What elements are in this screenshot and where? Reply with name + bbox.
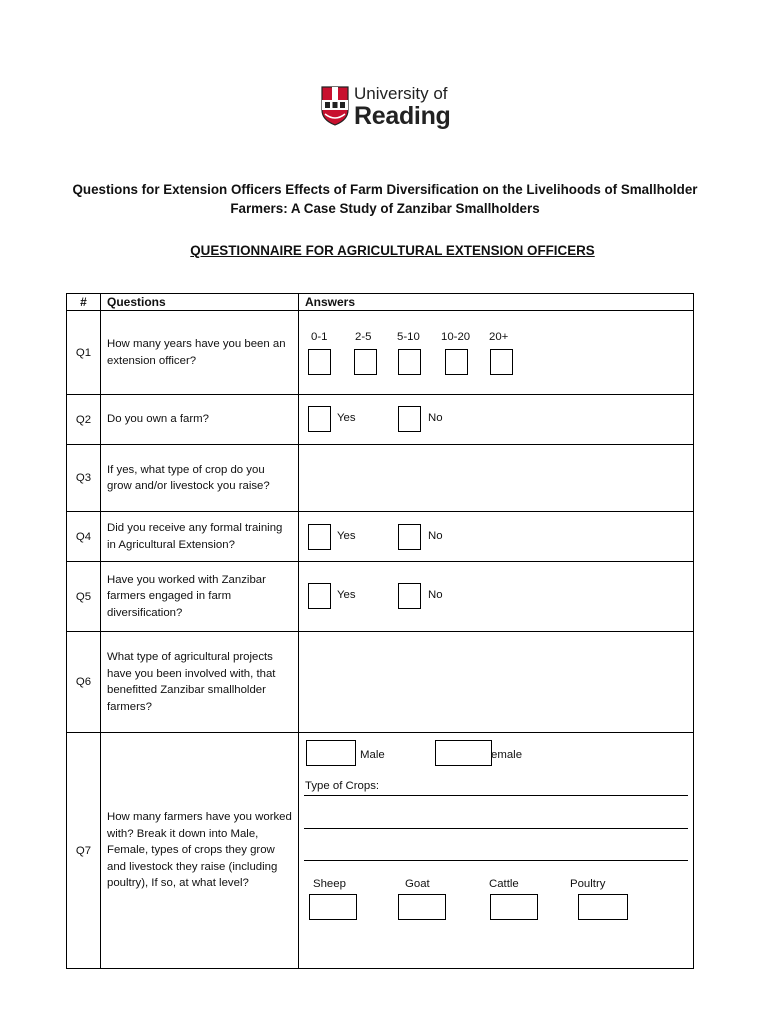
- header-num: #: [67, 294, 101, 311]
- option-label: No: [428, 530, 443, 542]
- answer-cell: [299, 512, 694, 562]
- option-label: Yes: [337, 412, 356, 424]
- question-number: Q7: [67, 733, 101, 969]
- poultry-count-box[interactable]: [578, 894, 628, 920]
- question-text: If yes, what type of crop do you grow and/or livestock you raise?: [101, 445, 299, 512]
- question-number: Q2: [67, 395, 101, 445]
- checkbox-years-0-1[interactable]: [308, 349, 331, 375]
- goat-count-box[interactable]: [398, 894, 446, 920]
- option-label: emale: [491, 749, 523, 761]
- question-number: Q5: [67, 562, 101, 632]
- answer-cell: [299, 395, 694, 445]
- question-text: Do you own a farm?: [101, 395, 299, 445]
- checkbox-years-2-5[interactable]: [354, 349, 377, 375]
- option-label: 2-5: [355, 331, 372, 343]
- option-label: 10-20: [441, 331, 471, 343]
- table-row: [67, 733, 694, 969]
- answer-cell: [299, 733, 694, 969]
- shield-icon: [321, 86, 349, 126]
- question-text: What type of agricultural projects have you been involved with, that benefitted Zanzibar smallholder farmers?: [101, 632, 299, 733]
- question-number: Q4: [67, 512, 101, 562]
- checkbox-years-20-plus[interactable]: [490, 349, 513, 375]
- checkbox-years-10-20[interactable]: [445, 349, 468, 375]
- checkbox-no[interactable]: [398, 524, 421, 550]
- option-label: Male: [360, 749, 385, 761]
- logo-line2: Reading: [354, 102, 451, 130]
- question-text: How many years have you been an extension officer?: [101, 311, 299, 395]
- table-row: [67, 445, 694, 512]
- header-questions: Questions: [101, 294, 299, 311]
- checkbox-no[interactable]: [398, 406, 421, 432]
- question-number: Q1: [67, 311, 101, 395]
- option-label: 0-1: [311, 331, 328, 343]
- question-text: Have you worked with Zanzibar farmers engaged in farm diversification?: [101, 562, 299, 632]
- livestock-label: Cattle: [489, 878, 519, 890]
- checkbox-yes[interactable]: [308, 583, 331, 609]
- table-row: [67, 562, 694, 632]
- option-label: No: [428, 412, 443, 424]
- questionnaire-heading: QUESTIONNAIRE FOR AGRICULTURAL EXTENSION OFFICERS: [190, 243, 595, 258]
- crops-line[interactable]: [304, 828, 688, 829]
- crops-line[interactable]: [304, 795, 688, 796]
- option-label: Yes: [337, 530, 356, 542]
- answer-cell: [299, 311, 694, 395]
- document-title: Questions for Extension Officers Effects of Farm Diversification on the Livelihoods of Smallholder Farmers: A Case Study of Zanzibar Smallholders: [72, 182, 698, 216]
- question-number: Q6: [67, 632, 101, 733]
- questionnaire-table: [66, 293, 694, 969]
- checkbox-yes[interactable]: [308, 524, 331, 550]
- table-header-row: [67, 294, 694, 311]
- header-answers: Answers: [299, 294, 694, 311]
- option-label: Yes: [337, 589, 356, 601]
- table-row: [67, 632, 694, 733]
- livestock-label: Poultry: [570, 878, 606, 890]
- cattle-count-box[interactable]: [490, 894, 538, 920]
- checkbox-yes[interactable]: [308, 406, 331, 432]
- crops-label: Type of Crops:: [305, 780, 380, 792]
- logo-line1: University of: [354, 84, 448, 103]
- question-number: Q3: [67, 445, 101, 512]
- male-count-box[interactable]: [306, 740, 356, 766]
- livestock-label: Goat: [405, 878, 430, 890]
- checkbox-years-5-10[interactable]: [398, 349, 421, 375]
- female-count-box[interactable]: [435, 740, 492, 766]
- table-row: [67, 311, 694, 395]
- option-label: No: [428, 589, 443, 601]
- livestock-label: Sheep: [313, 878, 346, 890]
- question-text: How many farmers have you worked with? Break it down into Male, Female, types of crops they grow and livestock they raise (including poultry), If so, at what level?: [101, 733, 299, 969]
- table-row: [67, 395, 694, 445]
- crops-line[interactable]: [304, 860, 688, 861]
- checkbox-no[interactable]: [398, 583, 421, 609]
- answer-field[interactable]: [299, 632, 694, 733]
- option-label: 20+: [489, 331, 509, 343]
- option-label: 5-10: [397, 331, 420, 343]
- answer-field[interactable]: [299, 445, 694, 512]
- answer-cell: [299, 562, 694, 632]
- university-logo: [321, 84, 451, 130]
- table-row: [67, 512, 694, 562]
- question-text: Did you receive any formal training in Agricultural Extension?: [101, 512, 299, 562]
- sheep-count-box[interactable]: [309, 894, 357, 920]
